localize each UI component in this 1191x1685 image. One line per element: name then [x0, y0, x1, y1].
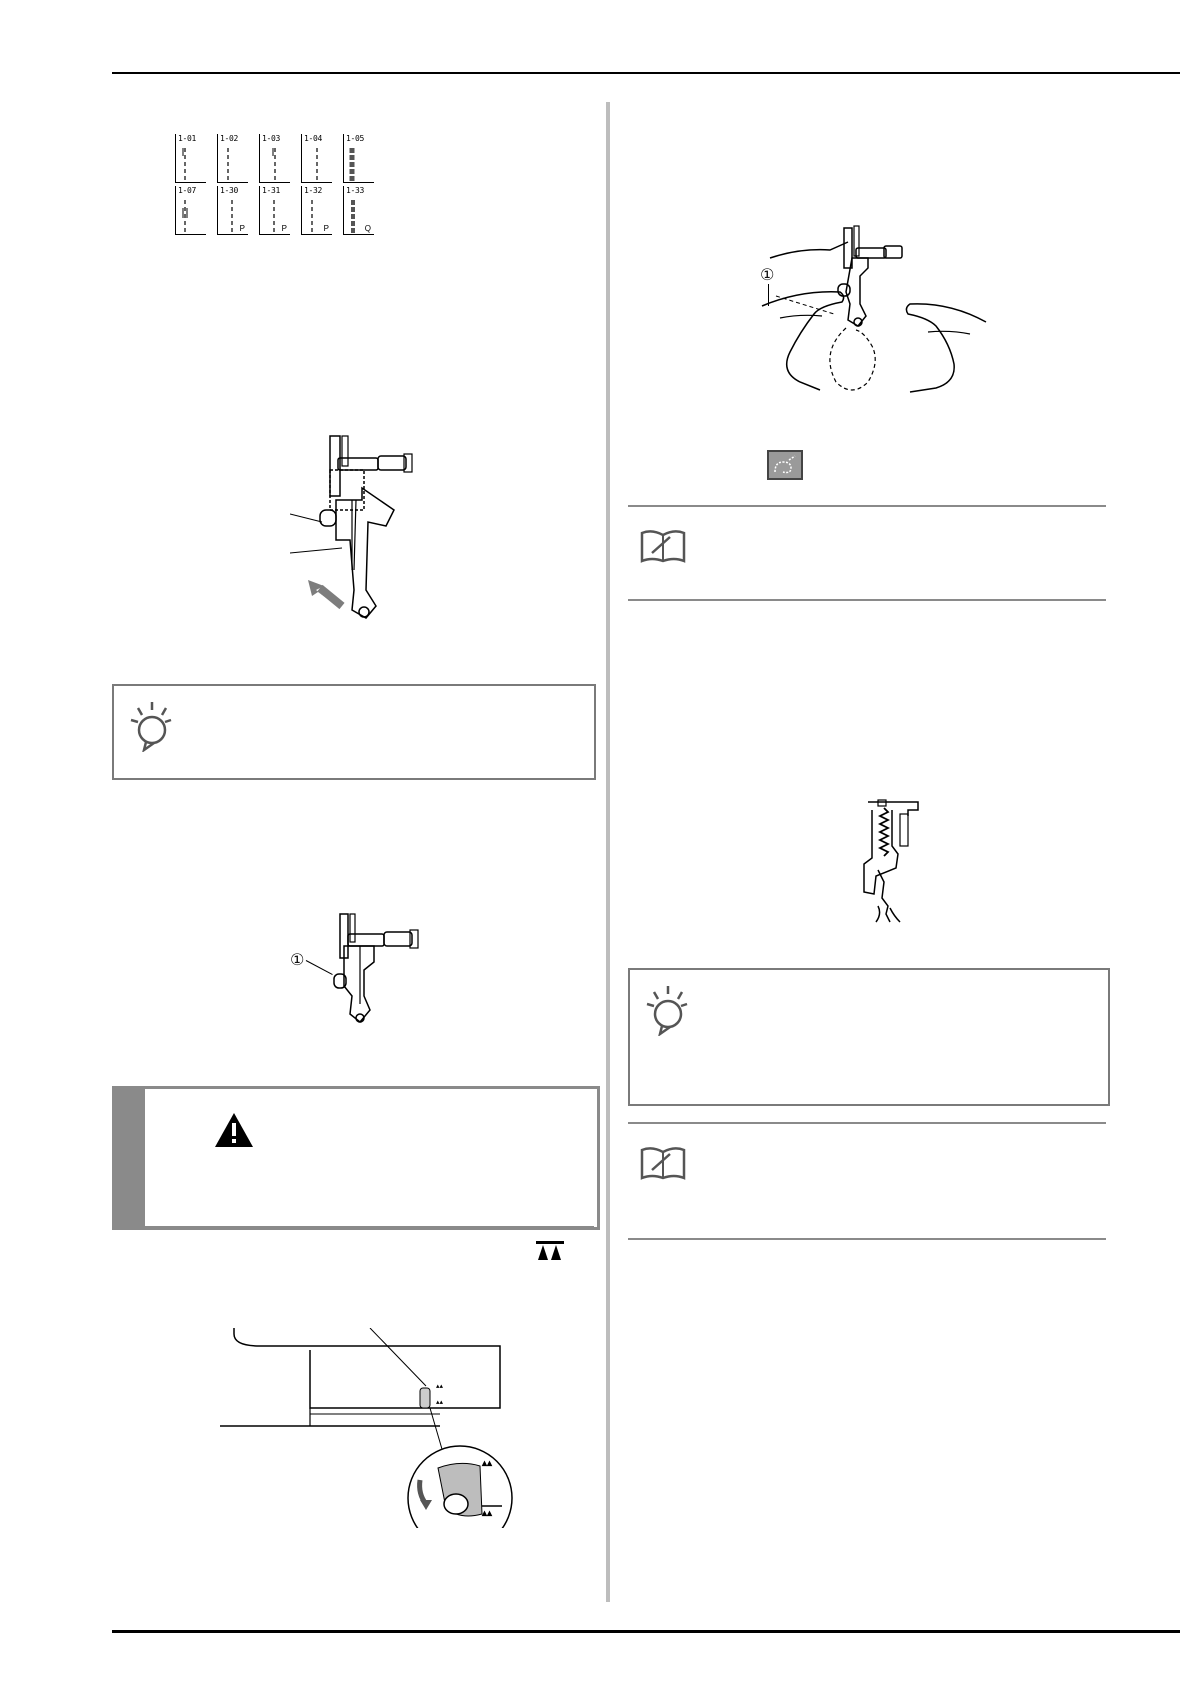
straight-stitch-icon — [176, 134, 206, 182]
stitch-tile — [343, 186, 374, 235]
straight-stitch-icon — [302, 186, 332, 234]
note-box — [628, 968, 1110, 1106]
straight-stitch-icon — [260, 134, 290, 182]
caution-triangle-icon — [213, 1111, 255, 1149]
stitch-code: 1-03 — [262, 134, 281, 143]
svg-text:▴▴: ▴▴ — [436, 1383, 444, 1390]
triple-stitch-icon — [344, 186, 374, 234]
stitch-code: 1-02 — [220, 134, 239, 143]
free-motion-quilting-figure — [760, 222, 990, 412]
feed-dog-lever-figure — [220, 1328, 520, 1528]
callout-leader — [768, 284, 769, 306]
column-divider — [606, 102, 610, 1602]
stitch-tile — [259, 186, 290, 235]
straight-stitch-icon — [260, 186, 290, 234]
stitch-tile — [217, 134, 248, 183]
free-motion-stitch-key[interactable] — [767, 450, 803, 480]
header-rule — [112, 72, 1180, 74]
stitch-tile — [259, 134, 290, 183]
stitch-suffix: P — [323, 224, 329, 233]
memo-box — [628, 1122, 1106, 1240]
presser-foot-attach-figure — [290, 430, 450, 620]
feed-dog-lowered-symbol — [535, 1240, 565, 1262]
stitch-tile — [343, 134, 374, 183]
stitch-tile — [301, 186, 332, 235]
stitch-tile — [175, 186, 206, 235]
callout-leader — [306, 960, 333, 975]
stitch-code: 1-31 — [262, 186, 281, 195]
lightbulb-note-icon — [128, 700, 172, 752]
triple-stitch-icon — [344, 134, 374, 182]
svg-text:▴▴: ▴▴ — [482, 1508, 493, 1519]
stitch-pattern-grid — [175, 134, 385, 234]
straight-stitch-icon — [218, 186, 248, 234]
straight-stitch-icon — [302, 134, 332, 182]
stitch-code: 1-30 — [220, 186, 239, 195]
stitch-code: 1-32 — [304, 186, 323, 195]
stitch-code: 1-04 — [304, 134, 323, 143]
stitch-suffix: Q — [364, 224, 371, 233]
memo-book-icon — [640, 527, 686, 563]
callout-number: ① — [760, 265, 775, 284]
stitch-code: 1-33 — [346, 186, 365, 195]
stitch-tile — [175, 134, 206, 183]
stitch-tile — [217, 186, 248, 235]
foot-installed-figure — [330, 912, 440, 1032]
caution-box-bottom-rule — [112, 1226, 594, 1228]
stitch-tile — [301, 134, 332, 183]
memo-book-icon — [640, 1144, 686, 1180]
stitch-suffix: P — [281, 224, 287, 233]
svg-text:▴▴: ▴▴ — [482, 1458, 493, 1469]
stitch-code: 1-05 — [346, 134, 365, 143]
note-box — [112, 684, 596, 780]
stitch-code: 1-01 — [178, 134, 197, 143]
footer-rule — [112, 1630, 1180, 1633]
callout-number: ① — [290, 950, 305, 969]
caution-box — [112, 1086, 600, 1230]
free-motion-stitch-key-icon — [769, 452, 801, 478]
svg-text:▴▴: ▴▴ — [436, 1399, 444, 1406]
straight-stitch-icon — [176, 186, 206, 234]
stitch-code: 1-07 — [178, 186, 197, 195]
straight-stitch-icon — [218, 134, 248, 182]
quilting-foot-figure — [848, 798, 928, 928]
memo-box — [628, 505, 1106, 601]
caution-side-band — [115, 1089, 145, 1227]
lightbulb-note-icon — [644, 984, 688, 1036]
stitch-suffix: P — [239, 224, 245, 233]
